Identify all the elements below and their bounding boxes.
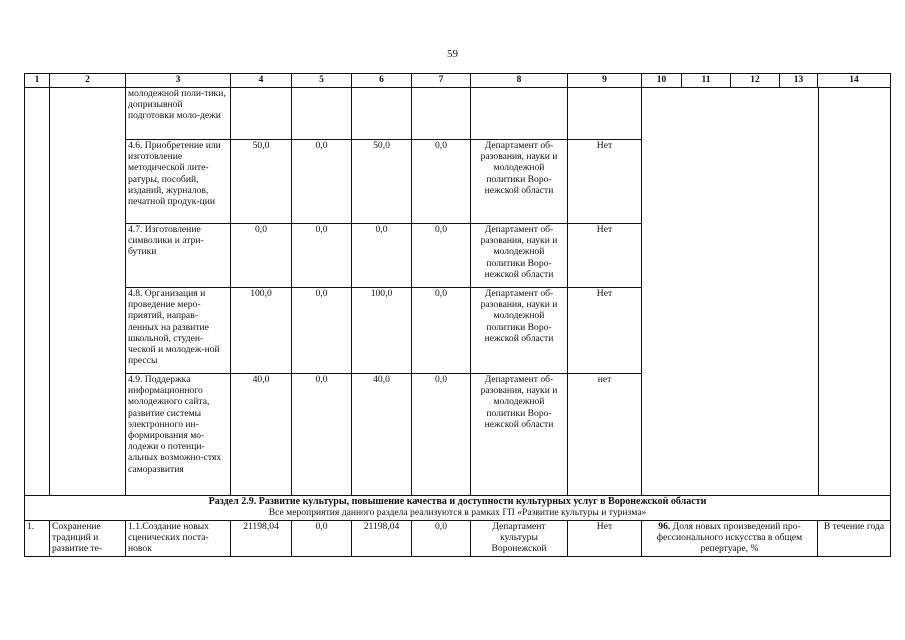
section-title: Раздел 2.9. Развитие культуры, повышение качества и доступности культурных услуг в Воронежской области [208, 496, 707, 507]
section-row [25, 496, 891, 521]
value-cell: Нет [568, 224, 642, 288]
column-header: 11 [682, 74, 731, 88]
value-cell: 40,0 [352, 374, 412, 496]
column-header: 9 [568, 74, 642, 88]
section-heading [25, 496, 891, 521]
row-number: 1. [25, 521, 50, 557]
value-cell: 0,0 [292, 374, 352, 496]
column-header: 13 [780, 74, 818, 88]
value-cell: 0,0 [292, 224, 352, 288]
value-cell: Нет [568, 140, 642, 224]
value-cell: 100,0 [231, 288, 292, 374]
value-cell: 0,0 [412, 288, 471, 374]
indicator-number: 96. [658, 521, 671, 532]
empty-cell [25, 88, 50, 496]
column-header: 1 [25, 74, 50, 88]
activity-name: 4.8. Организация и проведение меро-приятий, направ-ленных на развитие школьной, студен-ческой и молодеж-ной прессы [126, 288, 231, 374]
value-cell: 0,0 [412, 224, 471, 288]
task-name: Сохранение традиций и развитие те- [50, 521, 126, 557]
value-cell: 100,0 [352, 288, 412, 374]
indicator-text: Доля новых произведений про-фессионального искусства в общем репертуаре, % [656, 521, 803, 555]
department-cell: Департамент об-разования, науки и молодежной политики Воро-нежской области [471, 224, 568, 288]
value-cell: 0,0 [292, 288, 352, 374]
value-cell [568, 88, 642, 140]
column-header: 3 [126, 74, 231, 88]
value-cell: 50,0 [231, 140, 292, 224]
document-table [24, 73, 891, 557]
value-cell: 21198,04 [352, 521, 412, 557]
column-header: 7 [412, 74, 471, 88]
table-row [25, 88, 891, 140]
value-cell: 0,0 [231, 224, 292, 288]
activity-name: 4.6. Приобретение или изготовление методической лите-ратуры, пособий, изданий, журналов, печатной продук-ции [126, 140, 231, 224]
column-header: 4 [231, 74, 292, 88]
value-cell: 40,0 [231, 374, 292, 496]
indicator-cell [642, 521, 818, 557]
department-cell [471, 88, 568, 140]
activity-name: 1.1.Создание новых сценических поста-новок [126, 521, 231, 557]
column-header: 10 [642, 74, 682, 88]
indicator-block [642, 88, 891, 496]
activity-name: 4.9. Поддержка информационного молодежного сайта, развитие системы электронного ин-формирования мо-лодежи о потенци-альных возможно-стях саморазвития [126, 374, 231, 496]
value-cell [231, 88, 292, 140]
table-row [25, 521, 891, 557]
department-cell: Департамент культуры Воронежской [471, 521, 568, 557]
value-cell: 0,0 [292, 140, 352, 224]
value-cell: Нет [568, 288, 642, 374]
column-header: 12 [731, 74, 780, 88]
value-cell [352, 88, 412, 140]
column-header: 2 [50, 74, 126, 88]
value-cell [412, 88, 471, 140]
value-cell: 0,0 [292, 521, 352, 557]
section-subtitle: Все мероприятия данного раздела реализуются в рамках ГП «Развитие культуры и туризма» [268, 507, 647, 519]
value-cell: 0,0 [412, 140, 471, 224]
value-cell: В течение года [818, 521, 891, 557]
column-header: 6 [352, 74, 412, 88]
value-cell [292, 88, 352, 140]
value-cell: нет [568, 374, 642, 496]
department-cell: Департамент об-разования, науки и молодежной политики Воро-нежской области [471, 140, 568, 224]
value-cell: 0,0 [412, 374, 471, 496]
empty-cell [50, 88, 126, 496]
page-number: 59 [447, 48, 458, 60]
column-header: 14 [818, 74, 891, 88]
value-cell: 21198,04 [231, 521, 292, 557]
value-cell: 0,0 [412, 521, 471, 557]
column-number-row [25, 74, 891, 88]
activity-name: 4.7. Изготовление символики и атри-бутики [126, 224, 231, 288]
column-header: 8 [471, 74, 568, 88]
column-header: 5 [292, 74, 352, 88]
department-cell: Департамент об-разования, науки и молодежной политики Воро-нежской области [471, 288, 568, 374]
department-cell: Департамент об-разования, науки и молодежной политики Воро-нежской области [471, 374, 568, 496]
value-cell: 0,0 [352, 224, 412, 288]
value-cell: Нет [568, 521, 642, 557]
value-cell: 50,0 [352, 140, 412, 224]
activity-name: молодежной поли-тики, допризывной подготовки моло-дежи [126, 88, 231, 140]
